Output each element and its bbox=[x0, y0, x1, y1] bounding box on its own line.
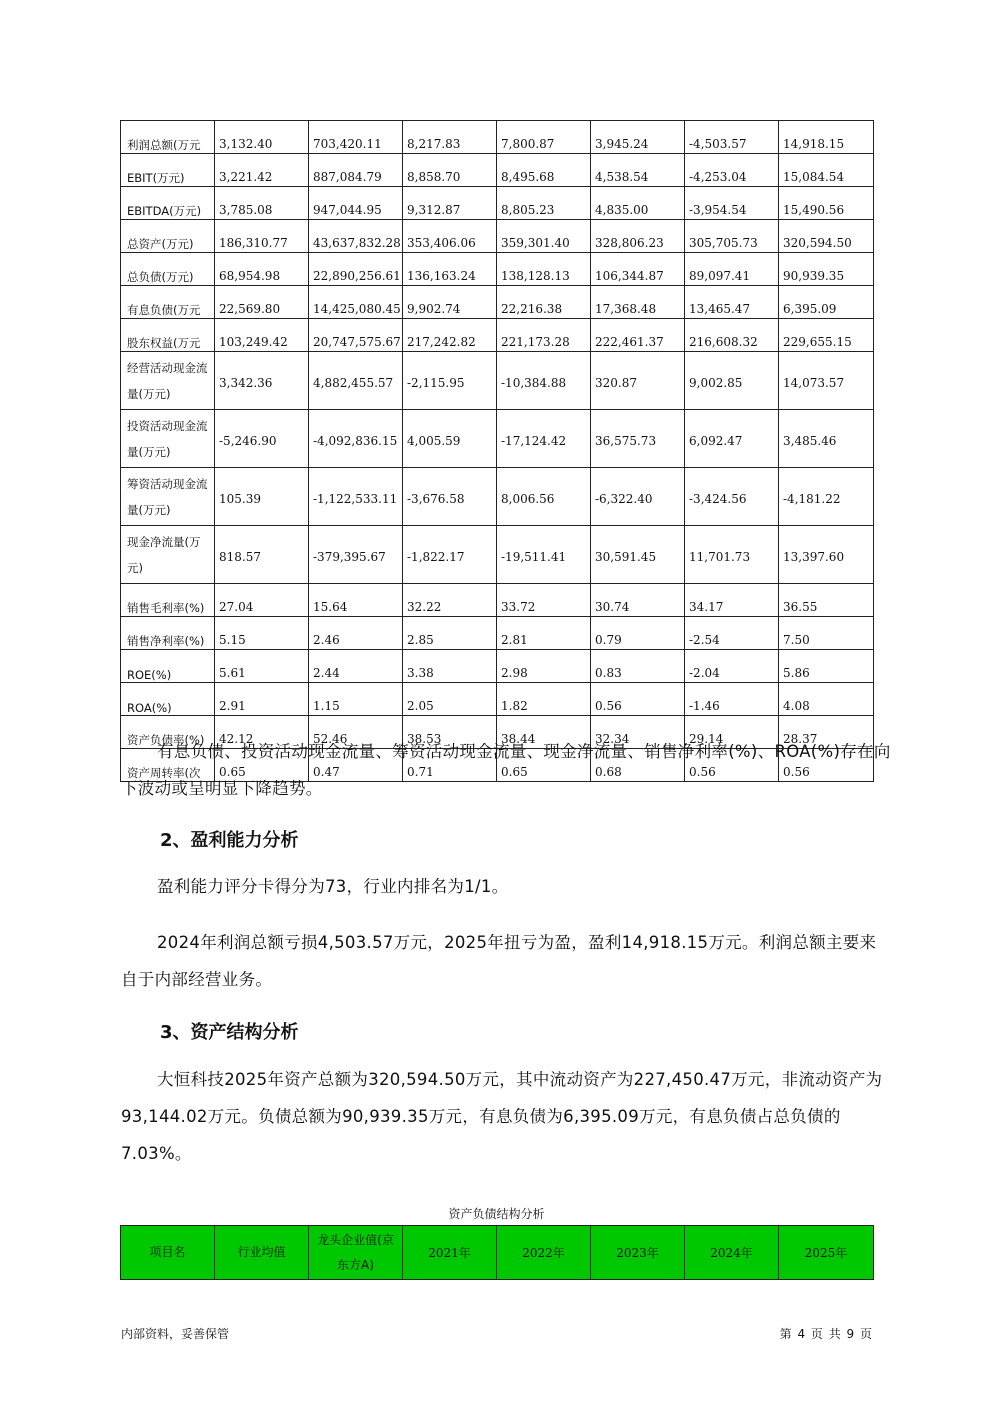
table-cell: 103,249.42 bbox=[215, 319, 309, 352]
table-cell: -4,253.04 bbox=[685, 154, 779, 187]
table-cell: 8,858.70 bbox=[403, 154, 497, 187]
table-cell: 353,406.06 bbox=[403, 220, 497, 253]
table-cell: 2.98 bbox=[497, 650, 591, 683]
asset-structure-paragraph: 大恒科技2025年资产总额为320,594.50万元，其中流动资产为227,450.47万元，非流动资产为93,144.02万元。负债总额为90,939.35万元，有息负债为6,395.09万元，有息负债占总负债的7.03%。 bbox=[121, 1070, 883, 1163]
table-cell: 68,954.98 bbox=[215, 253, 309, 286]
header-cell: 龙头企业值(京东方A) bbox=[309, 1226, 403, 1280]
table-cell: 229,655.15 bbox=[779, 319, 874, 352]
row-label: 经营活动现金流量(万元) bbox=[121, 352, 215, 410]
table-cell: 9,002.85 bbox=[685, 352, 779, 410]
table-cell: 8,006.56 bbox=[497, 468, 591, 526]
table-cell: 703,420.11 bbox=[309, 121, 403, 154]
row-label: 资产周转率(次 bbox=[121, 749, 215, 782]
table-cell: 34.17 bbox=[685, 584, 779, 617]
table-row bbox=[121, 154, 874, 187]
table-cell: 29.14 bbox=[685, 716, 779, 749]
table-row bbox=[121, 683, 874, 716]
table-row bbox=[121, 410, 874, 468]
table-cell: 328,806.23 bbox=[591, 220, 685, 253]
table-cell: -379,395.67 bbox=[309, 526, 403, 584]
table-cell: 0.65 bbox=[215, 749, 309, 782]
table-cell: -6,322.40 bbox=[591, 468, 685, 526]
table-cell: 359,301.40 bbox=[497, 220, 591, 253]
table-cell: 4,005.59 bbox=[403, 410, 497, 468]
table-cell: 27.04 bbox=[215, 584, 309, 617]
row-label: 销售毛利率(%) bbox=[121, 584, 215, 617]
table-cell: 15,490.56 bbox=[779, 187, 874, 220]
table-cell: 0.56 bbox=[591, 683, 685, 716]
table-cell: 221,173.28 bbox=[497, 319, 591, 352]
table-cell: 9,902.74 bbox=[403, 286, 497, 319]
table-cell: 43,637,832.28 bbox=[309, 220, 403, 253]
table-row bbox=[121, 319, 874, 352]
table-cell: 3,221.42 bbox=[215, 154, 309, 187]
table-cell: 90,939.35 bbox=[779, 253, 874, 286]
table-cell: -3,424.56 bbox=[685, 468, 779, 526]
table-header-row bbox=[121, 1226, 874, 1280]
table-cell: 22,890,256.61 bbox=[309, 253, 403, 286]
table-cell: -5,246.90 bbox=[215, 410, 309, 468]
table-cell: 1.15 bbox=[309, 683, 403, 716]
table-cell: -2.54 bbox=[685, 617, 779, 650]
table-cell: 0.79 bbox=[591, 617, 685, 650]
table-cell: 52.46 bbox=[309, 716, 403, 749]
table-cell: 3.38 bbox=[403, 650, 497, 683]
table-cell: 2.05 bbox=[403, 683, 497, 716]
row-label: 总资产(万元) bbox=[121, 220, 215, 253]
table-cell: 32.22 bbox=[403, 584, 497, 617]
table-cell: 7,800.87 bbox=[497, 121, 591, 154]
table-row bbox=[121, 352, 874, 410]
table-cell: 30.74 bbox=[591, 584, 685, 617]
table-cell: 947,044.95 bbox=[309, 187, 403, 220]
table-cell: 216,608.32 bbox=[685, 319, 779, 352]
table-cell: 30,591.45 bbox=[591, 526, 685, 584]
table-cell: 8,805.23 bbox=[497, 187, 591, 220]
table-cell: 0.56 bbox=[779, 749, 874, 782]
table-cell: -19,511.41 bbox=[497, 526, 591, 584]
table-cell: 38.53 bbox=[403, 716, 497, 749]
table-cell: 305,705.73 bbox=[685, 220, 779, 253]
table-row bbox=[121, 468, 874, 526]
header-cell: 项目名 bbox=[121, 1226, 215, 1280]
table-row bbox=[121, 584, 874, 617]
table-cell: 4,835.00 bbox=[591, 187, 685, 220]
table-cell: 14,425,080.45 bbox=[309, 286, 403, 319]
table-cell: 32.34 bbox=[591, 716, 685, 749]
table-cell: 6,395.09 bbox=[779, 286, 874, 319]
table-cell: 28.37 bbox=[779, 716, 874, 749]
header-cell: 行业均值 bbox=[215, 1226, 309, 1280]
table-row bbox=[121, 220, 874, 253]
table-row bbox=[121, 617, 874, 650]
footer-page-number: 第 4 页 共 9 页 bbox=[779, 1327, 872, 1341]
table-cell: 89,097.41 bbox=[685, 253, 779, 286]
asset-liability-structure-table bbox=[120, 1225, 874, 1280]
row-label: 股东权益(万元 bbox=[121, 319, 215, 352]
table-cell: 105.39 bbox=[215, 468, 309, 526]
table-cell: 20,747,575.67 bbox=[309, 319, 403, 352]
table-cell: 138,128.13 bbox=[497, 253, 591, 286]
table-cell: 320,594.50 bbox=[779, 220, 874, 253]
row-label: 投资活动现金流量(万元) bbox=[121, 410, 215, 468]
row-label: ROA(%) bbox=[121, 683, 215, 716]
table-cell: 5.15 bbox=[215, 617, 309, 650]
table-cell: 33.72 bbox=[497, 584, 591, 617]
table-cell: 8,495.68 bbox=[497, 154, 591, 187]
table-cell: -2,115.95 bbox=[403, 352, 497, 410]
profitability-score-paragraph: 盈利能力评分卡得分为73，行业内排名为1/1。 bbox=[157, 877, 509, 896]
section-heading-profitability: 2、盈利能力分析 bbox=[160, 830, 299, 851]
table-cell: 0.47 bbox=[309, 749, 403, 782]
table-cell: 2.91 bbox=[215, 683, 309, 716]
row-label: 有息负债(万元 bbox=[121, 286, 215, 319]
table-cell: 9,312.87 bbox=[403, 187, 497, 220]
table-cell: 5.61 bbox=[215, 650, 309, 683]
table-row bbox=[121, 187, 874, 220]
row-label: EBITDA(万元) bbox=[121, 187, 215, 220]
table-cell: 38.44 bbox=[497, 716, 591, 749]
table-cell: 3,342.36 bbox=[215, 352, 309, 410]
header-cell: 2023年 bbox=[591, 1226, 685, 1280]
table-cell: 2.85 bbox=[403, 617, 497, 650]
table-cell: -4,503.57 bbox=[685, 121, 779, 154]
table-cell: -1.46 bbox=[685, 683, 779, 716]
table-cell: -2.04 bbox=[685, 650, 779, 683]
section-heading-asset-structure: 3、资产结构分析 bbox=[160, 1022, 299, 1043]
table-cell: -4,092,836.15 bbox=[309, 410, 403, 468]
table-cell: 15,084.54 bbox=[779, 154, 874, 187]
table-cell: 4,538.54 bbox=[591, 154, 685, 187]
table-caption: 资产负债结构分析 bbox=[448, 1207, 545, 1221]
table-cell: 6,092.47 bbox=[685, 410, 779, 468]
table-cell: 5.86 bbox=[779, 650, 874, 683]
table-cell: -4,181.22 bbox=[779, 468, 874, 526]
table-cell: 4,882,455.57 bbox=[309, 352, 403, 410]
table-cell: 136,163.24 bbox=[403, 253, 497, 286]
table-cell: 0.68 bbox=[591, 749, 685, 782]
row-label: ROE(%) bbox=[121, 650, 215, 683]
row-label: 利润总额(万元 bbox=[121, 121, 215, 154]
table-cell: 7.50 bbox=[779, 617, 874, 650]
table-cell: 186,310.77 bbox=[215, 220, 309, 253]
table-cell: 3,945.24 bbox=[591, 121, 685, 154]
table-cell: 42.12 bbox=[215, 716, 309, 749]
table-cell: 22,569.80 bbox=[215, 286, 309, 319]
row-label: 筹资活动现金流量(万元) bbox=[121, 468, 215, 526]
row-label: EBIT(万元) bbox=[121, 154, 215, 187]
table-cell: -17,124.42 bbox=[497, 410, 591, 468]
table-cell: 13,465.47 bbox=[685, 286, 779, 319]
table-row bbox=[121, 526, 874, 584]
table-cell: 3,785.08 bbox=[215, 187, 309, 220]
table-cell: 4.08 bbox=[779, 683, 874, 716]
header-cell: 2025年 bbox=[779, 1226, 874, 1280]
row-label: 现金净流量(万元) bbox=[121, 526, 215, 584]
table-cell: 17,368.48 bbox=[591, 286, 685, 319]
table-cell: 222,461.37 bbox=[591, 319, 685, 352]
table-cell: 36,575.73 bbox=[591, 410, 685, 468]
table-row bbox=[121, 121, 874, 154]
table-cell: 217,242.82 bbox=[403, 319, 497, 352]
table-cell: 8,217.83 bbox=[403, 121, 497, 154]
table-row bbox=[121, 253, 874, 286]
table-cell: 320.87 bbox=[591, 352, 685, 410]
table-cell: -1,822.17 bbox=[403, 526, 497, 584]
header-cell: 2021年 bbox=[403, 1226, 497, 1280]
footer-confidential-note: 内部资料，妥善保管 bbox=[121, 1327, 230, 1341]
table-cell: -1,122,533.11 bbox=[309, 468, 403, 526]
trend-paragraph: 有息负债、投资活动现金流量、筹资活动现金流量、现金净流量、销售净利率(%)、ROA(%)存在向下波动或呈明显下降趋势。 bbox=[121, 742, 891, 798]
table-cell: 0.83 bbox=[591, 650, 685, 683]
table-cell: -10,384.88 bbox=[497, 352, 591, 410]
table-cell: 106,344.87 bbox=[591, 253, 685, 286]
row-label: 销售净利率(%) bbox=[121, 617, 215, 650]
table-cell: 22,216.38 bbox=[497, 286, 591, 319]
table-cell: 887,084.79 bbox=[309, 154, 403, 187]
table-cell: 1.82 bbox=[497, 683, 591, 716]
row-label: 总负债(万元) bbox=[121, 253, 215, 286]
table-cell: -3,954.54 bbox=[685, 187, 779, 220]
row-label: 资产负债率(%) bbox=[121, 716, 215, 749]
table-cell: 0.56 bbox=[685, 749, 779, 782]
table-row bbox=[121, 286, 874, 319]
table-cell: 0.65 bbox=[497, 749, 591, 782]
table-cell: 0.71 bbox=[403, 749, 497, 782]
table-cell: 2.81 bbox=[497, 617, 591, 650]
table-cell: 13,397.60 bbox=[779, 526, 874, 584]
header-cell: 2024年 bbox=[685, 1226, 779, 1280]
profit-trend-paragraph: 2024年利润总额亏损4,503.57万元，2025年扭亏为盈，盈利14,918.15万元。利润总额主要来自于内部经营业务。 bbox=[121, 933, 877, 989]
header-cell: 2022年 bbox=[497, 1226, 591, 1280]
table-cell: 14,918.15 bbox=[779, 121, 874, 154]
table-cell: 2.46 bbox=[309, 617, 403, 650]
table-cell: 818.57 bbox=[215, 526, 309, 584]
table-cell: 11,701.73 bbox=[685, 526, 779, 584]
table-row bbox=[121, 650, 874, 683]
table-cell: 2.44 bbox=[309, 650, 403, 683]
table-cell: 3,485.46 bbox=[779, 410, 874, 468]
financial-indicators-table bbox=[120, 120, 874, 782]
table-cell: 3,132.40 bbox=[215, 121, 309, 154]
table-cell: 15.64 bbox=[309, 584, 403, 617]
table-cell: 36.55 bbox=[779, 584, 874, 617]
table-cell: -3,676.58 bbox=[403, 468, 497, 526]
table-cell: 14,073.57 bbox=[779, 352, 874, 410]
